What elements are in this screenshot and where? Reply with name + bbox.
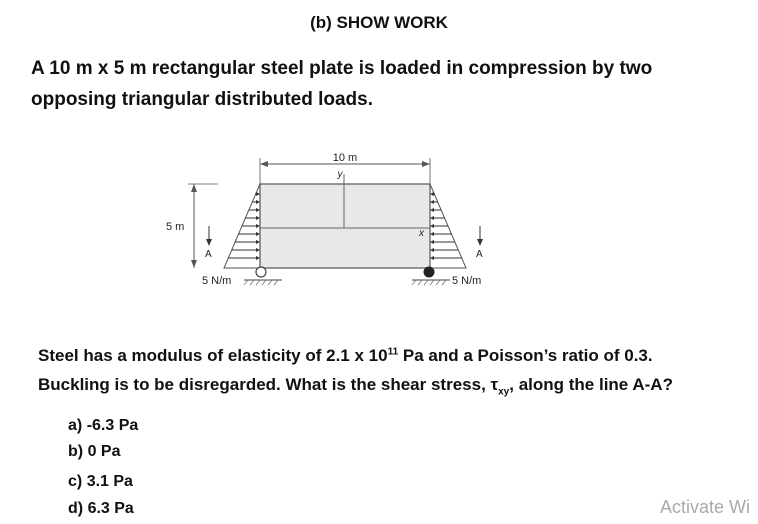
section-label-right: A	[476, 249, 483, 260]
tau-symbol: τ	[490, 375, 499, 394]
question2-line-1	[38, 346, 653, 366]
roller-support-right	[424, 267, 434, 277]
option-text: -6.3 Pa	[86, 417, 139, 434]
activate-windows-watermark: Activate Wi	[659, 497, 750, 517]
load-label-right: 5 N/m	[452, 275, 482, 287]
question2-line-1-end: Pa and a Poisson’s ratio of 0.3.	[398, 346, 653, 365]
option-c[interactable]	[68, 473, 133, 491]
question2-line-2-start: Buckling is to be disregarded. What is the shear stress,	[38, 375, 491, 394]
pin-support-left	[256, 267, 266, 277]
option-letter: b)	[68, 443, 84, 460]
option-b[interactable]	[68, 443, 120, 461]
option-letter: a)	[68, 417, 83, 434]
question2-line-2-end: , along the line A-A?	[509, 375, 673, 394]
load-label-left: 5 N/m	[202, 275, 232, 287]
question2-line-2	[38, 375, 673, 397]
modulus-exponent: 11	[387, 346, 399, 358]
option-d[interactable]	[68, 500, 134, 518]
option-letter: c)	[68, 473, 83, 490]
question-line-2: opposing triangular distributed loads.	[31, 89, 374, 110]
plate-diagram	[158, 146, 498, 294]
width-label: 10 m	[332, 152, 358, 164]
height-label: 5 m	[166, 221, 185, 233]
option-text: 6.3 Pa	[87, 500, 134, 517]
y-axis-label: y	[337, 169, 343, 180]
tau-subscript: xy	[498, 386, 510, 398]
x-axis-label: x	[419, 228, 424, 239]
steel-plate	[260, 184, 430, 268]
option-a[interactable]	[68, 417, 138, 435]
option-text: 0 Pa	[87, 443, 121, 460]
section-heading: (b) SHOW WORK	[310, 13, 448, 32]
option-text: 3.1 Pa	[86, 473, 133, 490]
section-label-left: A	[205, 249, 212, 260]
option-letter: d)	[68, 500, 84, 517]
question2-line-1-start: Steel has a modulus of elasticity of 2.1 x 10	[38, 346, 388, 365]
question-line-1: A 10 m x 5 m rectangular steel plate is loaded in compression by two	[31, 58, 653, 79]
